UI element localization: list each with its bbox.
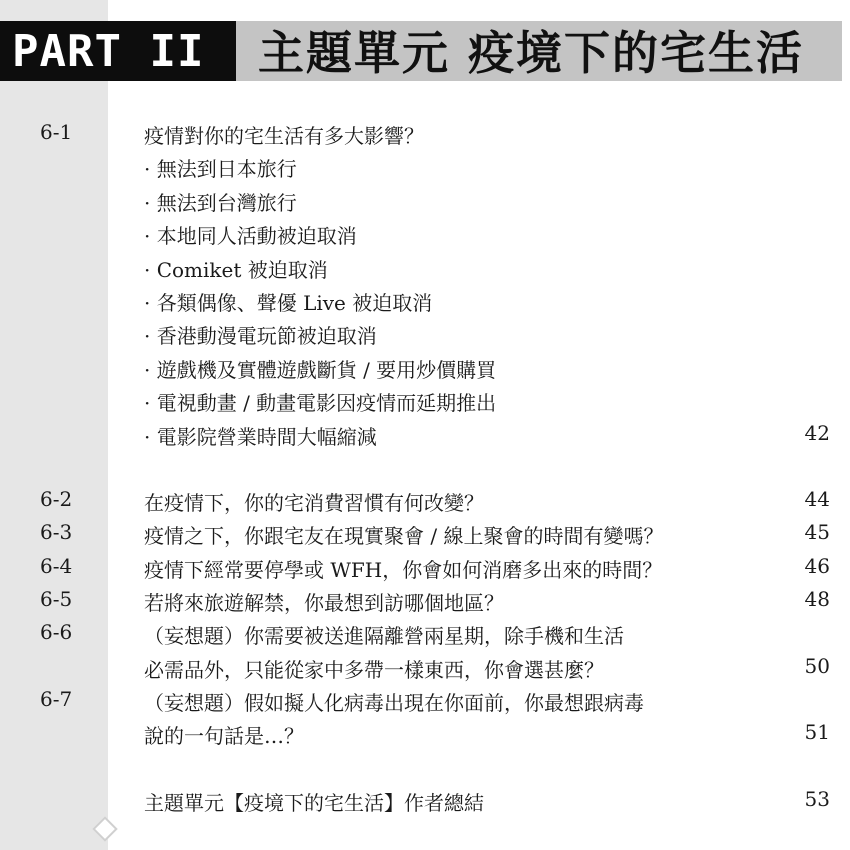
entry-number: 6-2 — [40, 487, 73, 511]
entry-question[interactable]: 在疫情下，你的宅消費習慣有何改變？ — [144, 491, 484, 515]
bullet-item: · 電視動畫 / 動畫電影因疫情而延期推出 — [144, 391, 497, 415]
entry-question-cont[interactable]: 說的一句話是…？ — [144, 724, 304, 748]
bullet-item: · 遊戲機及實體遊戲斷貨 / 要用炒價購買 — [144, 358, 497, 382]
entry-number: 6-3 — [40, 520, 73, 544]
entry-number: 6-1 — [40, 120, 73, 144]
bullet-item: · 無法到台灣旅行 — [144, 191, 297, 215]
summary-entry[interactable]: 主題單元【疫境下的宅生活】作者總結 — [144, 791, 484, 815]
entry-number: 6-4 — [40, 554, 73, 578]
bullet-item: · 本地同人活動被迫取消 — [144, 224, 357, 248]
page-number: 50 — [804, 654, 830, 678]
bullet-item: · 香港動漫電玩節被迫取消 — [144, 324, 377, 348]
page-number: 45 — [804, 520, 830, 544]
entry-number: 6-7 — [40, 687, 73, 711]
entry-question[interactable]: （妄想題）假如擬人化病毒出現在你面前，你最想跟病毒 — [144, 691, 644, 715]
entry-question-cont[interactable]: 必需品外，只能從家中多帶一樣東西，你會選甚麼？ — [144, 658, 604, 682]
bullet-item: · 無法到日本旅行 — [144, 157, 297, 181]
entry-question[interactable]: 疫情之下，你跟宅友在現實聚會 / 線上聚會的時間有變嗎？ — [144, 524, 664, 548]
page-number: 46 — [804, 554, 830, 578]
entry-number: 6-5 — [40, 587, 73, 611]
bullet-item: · 電影院營業時間大幅縮減 — [144, 425, 377, 449]
page-number: 42 — [804, 421, 830, 445]
entry-question[interactable]: （妄想題）你需要被送進隔離營兩星期，除手機和生活 — [144, 624, 624, 648]
entry-number: 6-6 — [40, 620, 73, 644]
page-number: 51 — [804, 720, 830, 744]
section-title: 主題單元 疫境下的宅生活 — [258, 26, 805, 80]
entry-question[interactable]: 疫情下經常要停學或 WFH，你會如何消磨多出來的時間？ — [144, 558, 663, 582]
bullet-item: · 各類偶像、聲優 Live 被迫取消 — [144, 291, 433, 315]
part-label: PART II — [12, 26, 205, 77]
entry-question[interactable]: 若將來旅遊解禁，你最想到訪哪個地區？ — [144, 591, 504, 615]
page-number: 53 — [804, 787, 830, 811]
bullet-item: · Comiket 被迫取消 — [144, 258, 328, 282]
entry-question[interactable]: 疫情對你的宅生活有多大影響？ — [144, 124, 424, 148]
page-number: 44 — [804, 487, 830, 511]
page-number: 48 — [804, 587, 830, 611]
